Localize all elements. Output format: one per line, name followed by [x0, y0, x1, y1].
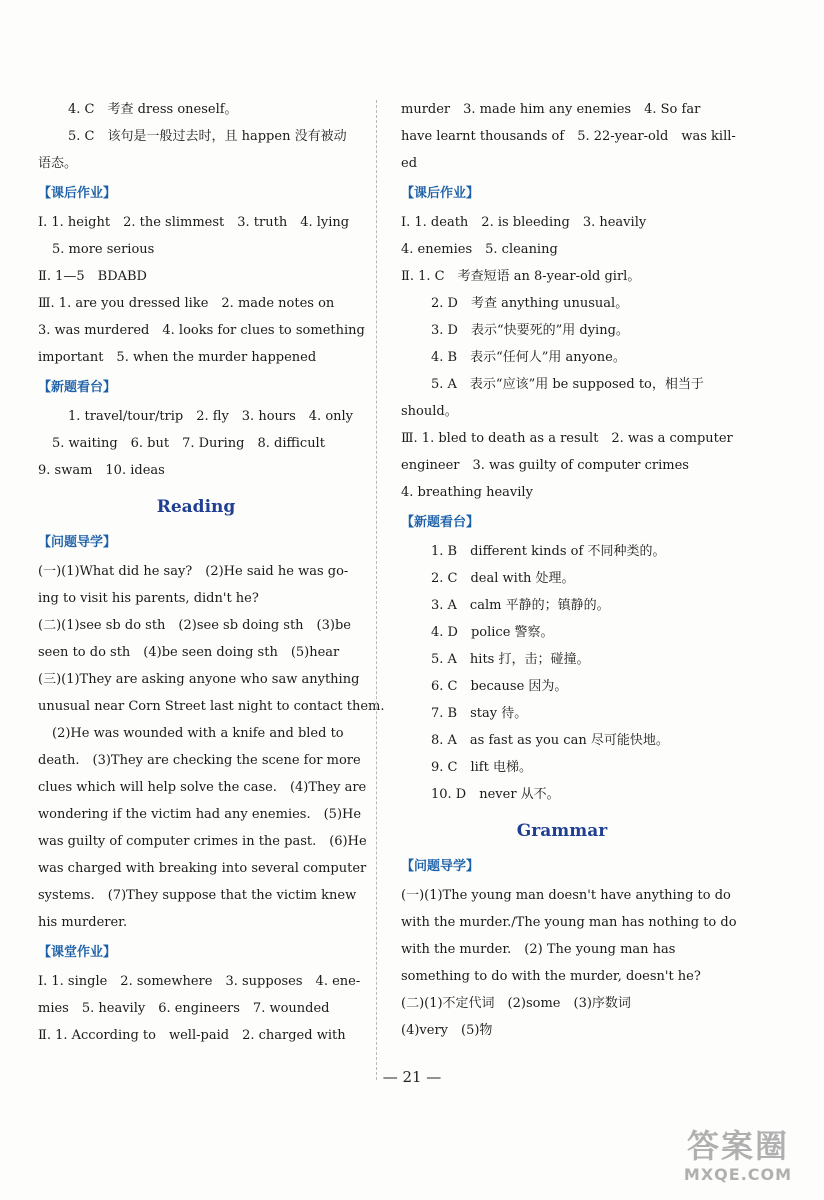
watermark: [670, 1128, 806, 1190]
answer-line: 10. D never 从不。: [431, 787, 560, 802]
answer-line: with the murder. (2) The young man has: [401, 942, 676, 957]
answer-line: (二)(1)see sb do sth (2)see sb doing sth (3)be: [38, 618, 351, 633]
answer-line: murder 3. made him any enemies 4. So far: [401, 102, 701, 117]
answer-line: 8. A as fast as you can 尽可能快地。: [431, 733, 669, 748]
answer-line: Ⅰ. 1. height 2. the slimmest 3. truth 4. lying: [38, 215, 350, 230]
answer-line: wondering if the victim had any enemies. (5)He: [38, 807, 362, 822]
answer-line: was charged with breaking into several computer: [38, 861, 367, 876]
section-tag: 【课堂作业】: [38, 945, 117, 960]
section-heading: Grammar: [516, 821, 608, 841]
answer-line: Ⅰ. 1. single 2. somewhere 3. supposes 4. ene-: [38, 974, 361, 989]
answer-line: 5. A hits 打，击；碰撞。: [431, 652, 590, 667]
answer-line: with the murder./The young man has nothing to do: [401, 915, 737, 930]
answer-line: 7. B stay 待。: [431, 706, 528, 721]
answer-line: engineer 3. was guilty of computer crimes: [401, 458, 689, 473]
answer-line: 6. C because 因为。: [431, 679, 568, 694]
answer-line: Ⅱ. 1—5 BDABD: [38, 269, 147, 284]
section-tag: 【课后作业】: [401, 186, 480, 201]
answer-line: 9. swam 10. ideas: [38, 463, 165, 478]
answer-line: Ⅱ. 1. C 考查短语 an 8-year-old girl。: [401, 269, 641, 284]
page-number: — 21 —: [382, 1068, 442, 1086]
section-tag: 【问题导学】: [401, 859, 480, 874]
answer-line: death. (3)They are checking the scene for more: [38, 753, 361, 768]
watermark-url: MXQE.COM: [683, 1165, 793, 1184]
answer-line: 3. was murdered 4. looks for clues to something: [38, 323, 365, 338]
answer-line: 5. A 表示“应该”用 be supposed to，相当于: [431, 377, 704, 392]
answer-line: Ⅲ. 1. bled to death as a result 2. was a computer: [401, 431, 733, 446]
answer-line: 语态。: [38, 156, 78, 171]
answer-line: seen to do sth (4)be seen doing sth (5)hear: [38, 645, 340, 660]
answer-line: have learnt thousands of 5. 22-year-old was kill-: [401, 129, 736, 144]
answer-line: 4. D police 警察。: [431, 625, 554, 640]
answer-line: 4. enemies 5. cleaning: [401, 242, 558, 257]
answer-line: (二)(1)不定代词 (2)some (3)序数词: [401, 996, 631, 1011]
answer-line: clues which will help solve the case. (4)They are: [38, 780, 367, 795]
watermark-logo: 答案圈: [686, 1127, 789, 1165]
answer-line: (2)He was wounded with a knife and bled to: [52, 726, 344, 741]
answer-line: Ⅲ. 1. are you dressed like 2. made notes on: [38, 296, 335, 311]
answer-line: 4. B 表示“任何人”用 anyone。: [431, 350, 626, 365]
answer-line: Ⅰ. 1. death 2. is bleeding 3. heavily: [401, 215, 647, 230]
answer-line: 1. B different kinds of 不同种类的。: [431, 544, 666, 559]
answer-line: was guilty of computer crimes in the past. (6)He: [38, 834, 367, 849]
answer-line: (三)(1)They are asking anyone who saw anything: [38, 672, 360, 687]
answer-line: systems. (7)They suppose that the victim knew: [38, 888, 357, 903]
answer-line: (一)(1)What did he say? (2)He said he was go-: [38, 564, 349, 579]
answer-line: ed: [401, 156, 418, 171]
answer-line: 5. C 该句是一般过去时，且 happen 没有被动: [68, 129, 347, 144]
section-tag: 【课后作业】: [38, 186, 117, 201]
answer-line: 9. C lift 电梯。: [431, 760, 532, 775]
answer-line: 3. D 表示“快要死的”用 dying。: [431, 323, 629, 338]
section-tag: 【新题看台】: [401, 515, 480, 530]
answer-line: important 5. when the murder happened: [38, 350, 317, 365]
column-divider: [376, 100, 377, 1080]
answer-line: 1. travel/tour/trip 2. fly 3. hours 4. only: [68, 409, 354, 424]
answer-line: Ⅱ. 1. According to well-paid 2. charged with: [38, 1028, 346, 1043]
answer-line: unusual near Corn Street last night to contact them.: [38, 699, 385, 714]
section-tag: 【新题看台】: [38, 380, 117, 395]
answer-line: 5. waiting 6. but 7. During 8. difficult: [52, 436, 325, 451]
answer-line: 4. C 考查 dress oneself。: [68, 102, 238, 117]
right-column: [401, 96, 737, 1044]
answer-line: ing to visit his parents, didn't he?: [38, 591, 259, 606]
section-heading: Reading: [156, 497, 236, 517]
left-column: [38, 96, 385, 1049]
section-tag: 【问题导学】: [38, 535, 117, 550]
answer-line: his murderer.: [38, 915, 128, 930]
answer-line: should。: [401, 404, 458, 419]
answer-line: (4)very (5)物: [401, 1023, 493, 1038]
answer-line: 3. A calm 平静的；镇静的。: [431, 598, 610, 613]
answer-line: 4. breathing heavily: [401, 485, 533, 500]
answer-line: 2. C deal with 处理。: [431, 571, 575, 586]
answer-line: 5. more serious: [52, 242, 155, 257]
answer-line: mies 5. heavily 6. engineers 7. wounded: [38, 1001, 330, 1016]
answer-line: 2. D 考查 anything unusual。: [431, 296, 629, 311]
answer-line: (一)(1)The young man doesn't have anything to do: [401, 888, 731, 903]
answer-line: something to do with the murder, doesn't he?: [401, 969, 701, 984]
